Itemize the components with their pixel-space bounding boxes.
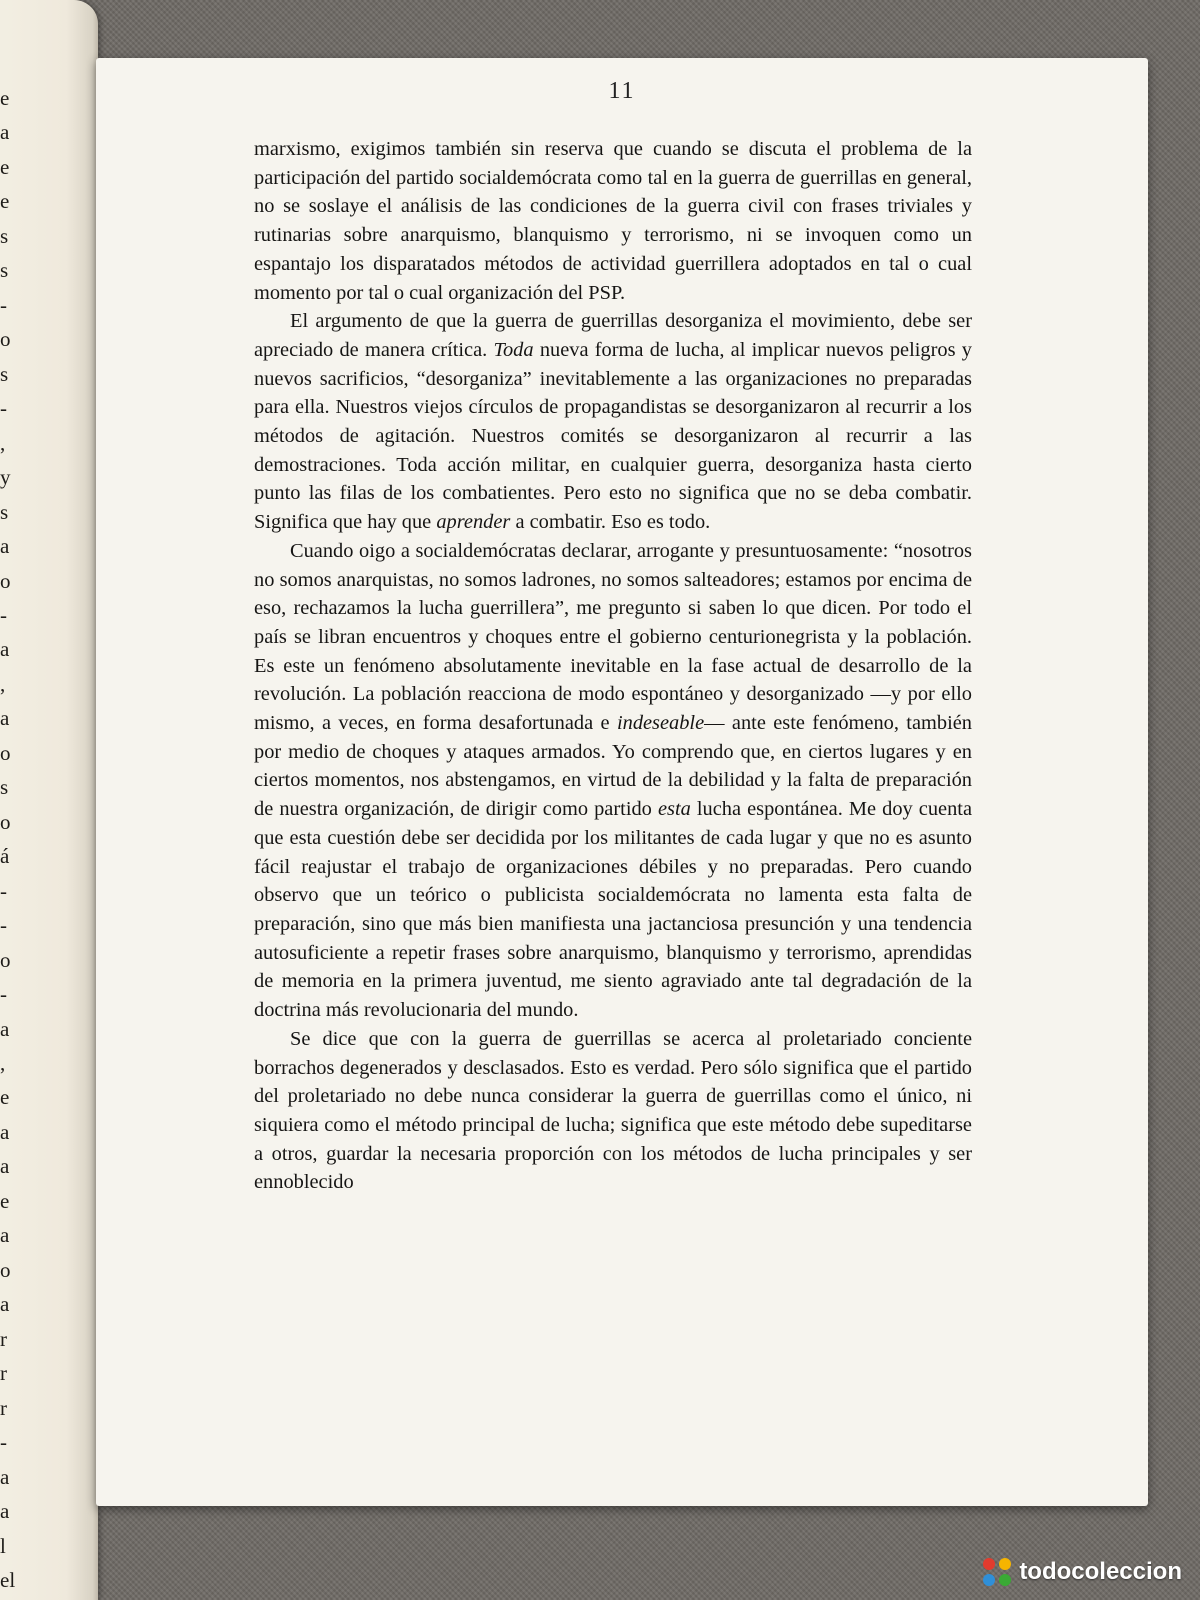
left-page-fragment: e — [0, 86, 10, 110]
left-page-fragment: , — [0, 431, 6, 455]
text-segment: marxismo, exigimos también sin reserva que cuando se discuta el problema de la participación del partido socialdemócrata como tal en la guerra de guerrillas en general, no se soslaye el análisis de las condiciones de la guerra civil con frases triviales y rutinarias sobre anarquismo, blanquismo y terrorismo, ni se invoquen como un espantajo los disparatados métodos de actividad guerrillera adoptados en tal o cual momento por tal o cual organización del PSP. — [254, 138, 972, 304]
watermark — [981, 1556, 1182, 1588]
left-page-fragment: o — [0, 810, 11, 834]
page-number: 11 — [608, 78, 636, 104]
left-page-fragment: - — [0, 982, 7, 1006]
paragraph — [254, 135, 972, 307]
left-page-fragment: o — [0, 948, 11, 972]
left-page-fragment: a — [0, 534, 10, 558]
italic-text: indeseable — [616, 712, 705, 735]
text-segment: — ante este fenómeno, también por medio de choques y ataques armados. Yo comprendo que, en ciertos lugares y en ciertos momentos, nos abstengamos, en virtud de la debilidad y la falta de preparación de nuestra organización, de dirigir como partido — [254, 712, 972, 821]
left-page-fragment: l — [0, 1534, 6, 1558]
left-page-fragment: , — [0, 672, 6, 696]
left-page-fragment: a — [0, 1017, 10, 1041]
left-page-fragment: s — [0, 500, 9, 524]
left-page-fragment: a — [0, 1499, 10, 1523]
paragraph — [254, 1025, 972, 1197]
left-page-fragment: a — [0, 1223, 10, 1247]
left-page-fragment: s — [0, 224, 9, 248]
left-page-fragment: a — [0, 637, 10, 661]
page-text — [254, 135, 972, 1197]
text-segment: Cuando oigo a socialdemócratas declarar, arrogante y presuntuosamente: “nosotros no somos anarquistas, no somos ladrones, no somos salteadores; estamos por encima de eso, rechazamos la lucha guerrillera”, me pregunto si saben lo que dicen. Por todo el país se libran encuentros y choques entre el gobierno centurionegrista y la población. Es este un fenómeno absolutamente inevitable en la fase actual de desarrollo de la revolución. La población reacciona de modo espontáneo y desorganizado —y por ello mismo, a veces, en forma desafortunada e — [254, 539, 972, 735]
left-page-edge — [0, 0, 98, 1600]
text-segment: nueva forma de lucha, al implicar nuevos peligros y nuevos sacrificios, “desorganiza” inevitablemente a las organizaciones no preparadas para ella. Nuestros viejos círculos de propagandistas se desorganizaron al recurrir a los métodos de agitación. Nuestros comités se desorganizaron al recurrir a las demostraciones. Toda acción militar, en cualquier guerra, desorganiza hasta cierto punto las filas de los combatientes. Pero esto no significa que no se deba combatir. Significa que hay que — [254, 338, 972, 534]
left-page-fragment: - — [0, 913, 7, 937]
text-segment: Se dice que con la guerra de guerrillas se acerca al proletariado conciente borrachos degenerados y desclasados. Esto es verdad. Pero sólo significa que el partido del proletariado no debe nunca considerar la guerra de guerrillas como el único, ni siquiera como el método principal de lucha; significa que este método debe supeditarse a otros, guardar la necesaria proporción con los métodos de lucha principales y ser ennoblecido — [254, 1027, 972, 1194]
left-page-fragment: r — [0, 1396, 7, 1420]
left-page-fragment: a — [0, 1465, 10, 1489]
left-page-fragment: - — [0, 879, 7, 903]
logo-dot — [983, 1558, 995, 1570]
watermark-logo-icon — [981, 1556, 1013, 1588]
paragraph — [254, 307, 972, 537]
left-page-fragment: e — [0, 1085, 10, 1109]
left-page-fragment: o — [0, 1258, 11, 1282]
logo-dot — [999, 1574, 1011, 1586]
left-page-fragment: - — [0, 293, 7, 317]
left-page-fragment: - — [0, 603, 7, 627]
left-page-fragment: r — [0, 1327, 7, 1351]
watermark-text: todocoleccion — [1019, 1558, 1182, 1585]
left-page-fragment: á — [0, 844, 10, 868]
text-segment: a combatir. Eso es todo. — [510, 511, 711, 534]
italic-text: esta — [657, 798, 691, 821]
paragraph — [254, 537, 972, 1025]
italic-text: Toda — [493, 338, 534, 361]
left-page-fragment: e — [0, 189, 10, 213]
left-page-fragment: a — [0, 1120, 10, 1144]
text-segment: El argumento de que la guerra de guerrillas desorganiza el movimiento, debe ser apreciado de manera crítica. — [254, 310, 972, 361]
logo-dot — [999, 1558, 1011, 1570]
left-page-fragment: y — [0, 465, 11, 489]
book-page — [96, 58, 1148, 1506]
left-page-fragment: s — [0, 258, 9, 282]
left-page-fragment: s — [0, 362, 9, 386]
left-page-fragment: e — [0, 155, 10, 179]
text-segment: lucha espontánea. Me doy cuenta que esta cuestión debe ser decidida por los militantes de cada lugar y que no es asunto fácil reajustar el trabajo de organizaciones débiles y no preparadas. Pero cuando observo que un teórico o publicista socialdemócrata no lamenta esta falta de preparación, sino que más bien manifiesta una jactanciosa presunción y una tendencia autosuficiente a repetir frases sobre anarquismo, blanquismo y terrorismo, aprendidas de memoria en la primera juventud, me siento agraviado ante tal degradación de la doctrina más revolucionaria del mundo. — [254, 798, 972, 1022]
left-page-fragment: a — [0, 120, 10, 144]
left-page-fragment: s — [0, 775, 9, 799]
left-page-fragment: el — [0, 1568, 16, 1592]
left-page-fragment: r — [0, 1361, 7, 1385]
italic-text: aprender — [436, 511, 511, 534]
left-page-fragment: o — [0, 569, 11, 593]
left-page-fragment: e — [0, 1189, 10, 1213]
left-page-fragment: , — [0, 1051, 6, 1075]
left-page-fragment: - — [0, 396, 7, 420]
left-page-fragment: a — [0, 706, 10, 730]
left-page-fragment: a — [0, 1292, 10, 1316]
left-page-fragment: o — [0, 741, 11, 765]
logo-dot — [983, 1574, 995, 1586]
left-page-fragment: a — [0, 1154, 10, 1178]
left-page-fragment: - — [0, 1430, 7, 1454]
left-page-fragment: o — [0, 327, 11, 351]
